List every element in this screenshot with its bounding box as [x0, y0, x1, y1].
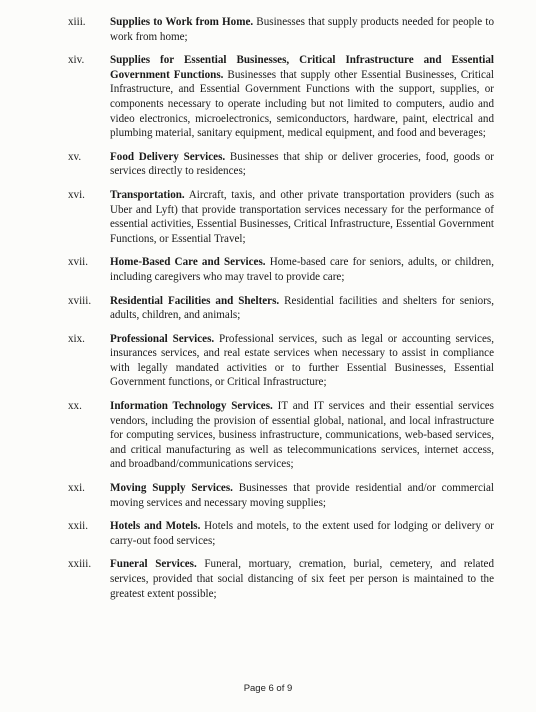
item-title: Supplies to Work from Home.	[110, 16, 254, 28]
item-number: xviii.	[68, 294, 92, 307]
list-item	[68, 481, 494, 510]
item-number: xvi.	[68, 188, 85, 201]
item-body	[110, 53, 494, 141]
item-number: xvii.	[68, 256, 89, 269]
item-title: Transportation.	[110, 188, 185, 201]
item-text: Businesses that supply other Essential Businesses, Critical Infrastructure, and Essential Government Functions with the support, supplies, or components necessary to operate including but not limited to computers, audio and video electronics, microelectronics, semiconductors, hardware, paint, electrical and plumbing material, sanitary equipment, medical equipment, and food and beverages;	[110, 68, 494, 140]
item-text: Businesses that supply products needed for people to work from home;	[110, 16, 494, 43]
item-number: xiii.	[68, 16, 86, 28]
item-body	[110, 294, 494, 323]
item-number: xxiii.	[68, 558, 92, 571]
item-text: Businesses that ship or deliver groceries, food, goods or services directly to residences;	[110, 150, 494, 178]
item-body	[110, 255, 494, 284]
item-number: xix.	[68, 332, 85, 345]
list-item	[68, 150, 494, 179]
item-title: Home-Based Care and Services.	[110, 256, 266, 269]
item-body	[110, 557, 494, 601]
list-item	[68, 519, 494, 548]
item-text: Businesses that provide residential and/or commercial moving services and necessary moving supplies;	[110, 482, 495, 509]
item-number: xxi.	[68, 482, 85, 495]
item-title: Food Delivery Services.	[110, 150, 226, 163]
item-number: xiv.	[68, 54, 85, 67]
page-number: Page 6 of 9	[243, 683, 293, 694]
item-title: Funeral Services.	[110, 558, 197, 571]
item-text: Aircraft, taxis, and other private transportation providers (such as Uber and Lyft) that provide transportation services necessary for the performance of essential activities, Essential Businesses, Critical Infrastructure, Essential Government Functions, or Essential Travel;	[110, 188, 494, 245]
item-title: Hotels and Motels.	[110, 520, 201, 533]
item-body	[110, 332, 494, 390]
item-body	[110, 399, 494, 472]
item-number: xxii.	[68, 520, 89, 533]
item-text: Funeral, mortuary, cremation, burial, cemetery, and related services, provided that social distancing of six feet per person is maintained to the greatest extent possible;	[110, 558, 495, 600]
item-number: xv.	[68, 150, 82, 163]
item-title: Moving Supply Services.	[110, 482, 233, 495]
item-body	[110, 15, 494, 44]
item-title: Information Technology Services.	[110, 400, 273, 413]
item-body	[110, 481, 494, 510]
item-text: Residential facilities and shelters for seniors, adults, children, and animals;	[110, 294, 494, 322]
list-item	[68, 332, 494, 390]
item-body	[110, 519, 494, 548]
list-item	[68, 255, 494, 284]
list-item	[68, 188, 494, 246]
item-title: Professional Services.	[110, 332, 215, 345]
list-item	[68, 557, 494, 601]
item-body	[110, 150, 494, 179]
item-title: Residential Facilities and Shelters.	[110, 294, 280, 307]
item-text: Professional services, such as legal or accounting services, insurances services, and real estate services when necessary to assist in compliance with legally mandated activities or to further Essential Businesses, Essential Government functions, or Critical Infrastructure;	[110, 332, 494, 389]
list-item	[68, 399, 494, 472]
item-title: Supplies for Essential Businesses, Critical Infrastructure and Essential Government Functions.	[110, 54, 494, 81]
item-number: xx.	[68, 400, 82, 413]
list-item	[68, 53, 494, 141]
list-item	[68, 15, 494, 44]
list-item	[68, 294, 494, 323]
item-text: Home-based care for seniors, adults, or children, including caregivers who may travel to provide care;	[110, 256, 495, 283]
essential-business-list	[68, 15, 494, 601]
item-text: IT and IT services and their essential services vendors, including the provision of essential global, national, and local infrastructure for computing services, business infrastructure, communications, web-based services, and critical manufacturing as well as telecommunications services, internet access, and broadband/communications services;	[110, 400, 494, 471]
item-body	[110, 188, 494, 246]
item-text: Hotels and motels, to the extent used for lodging or delivery or carry-out food services;	[110, 520, 495, 547]
